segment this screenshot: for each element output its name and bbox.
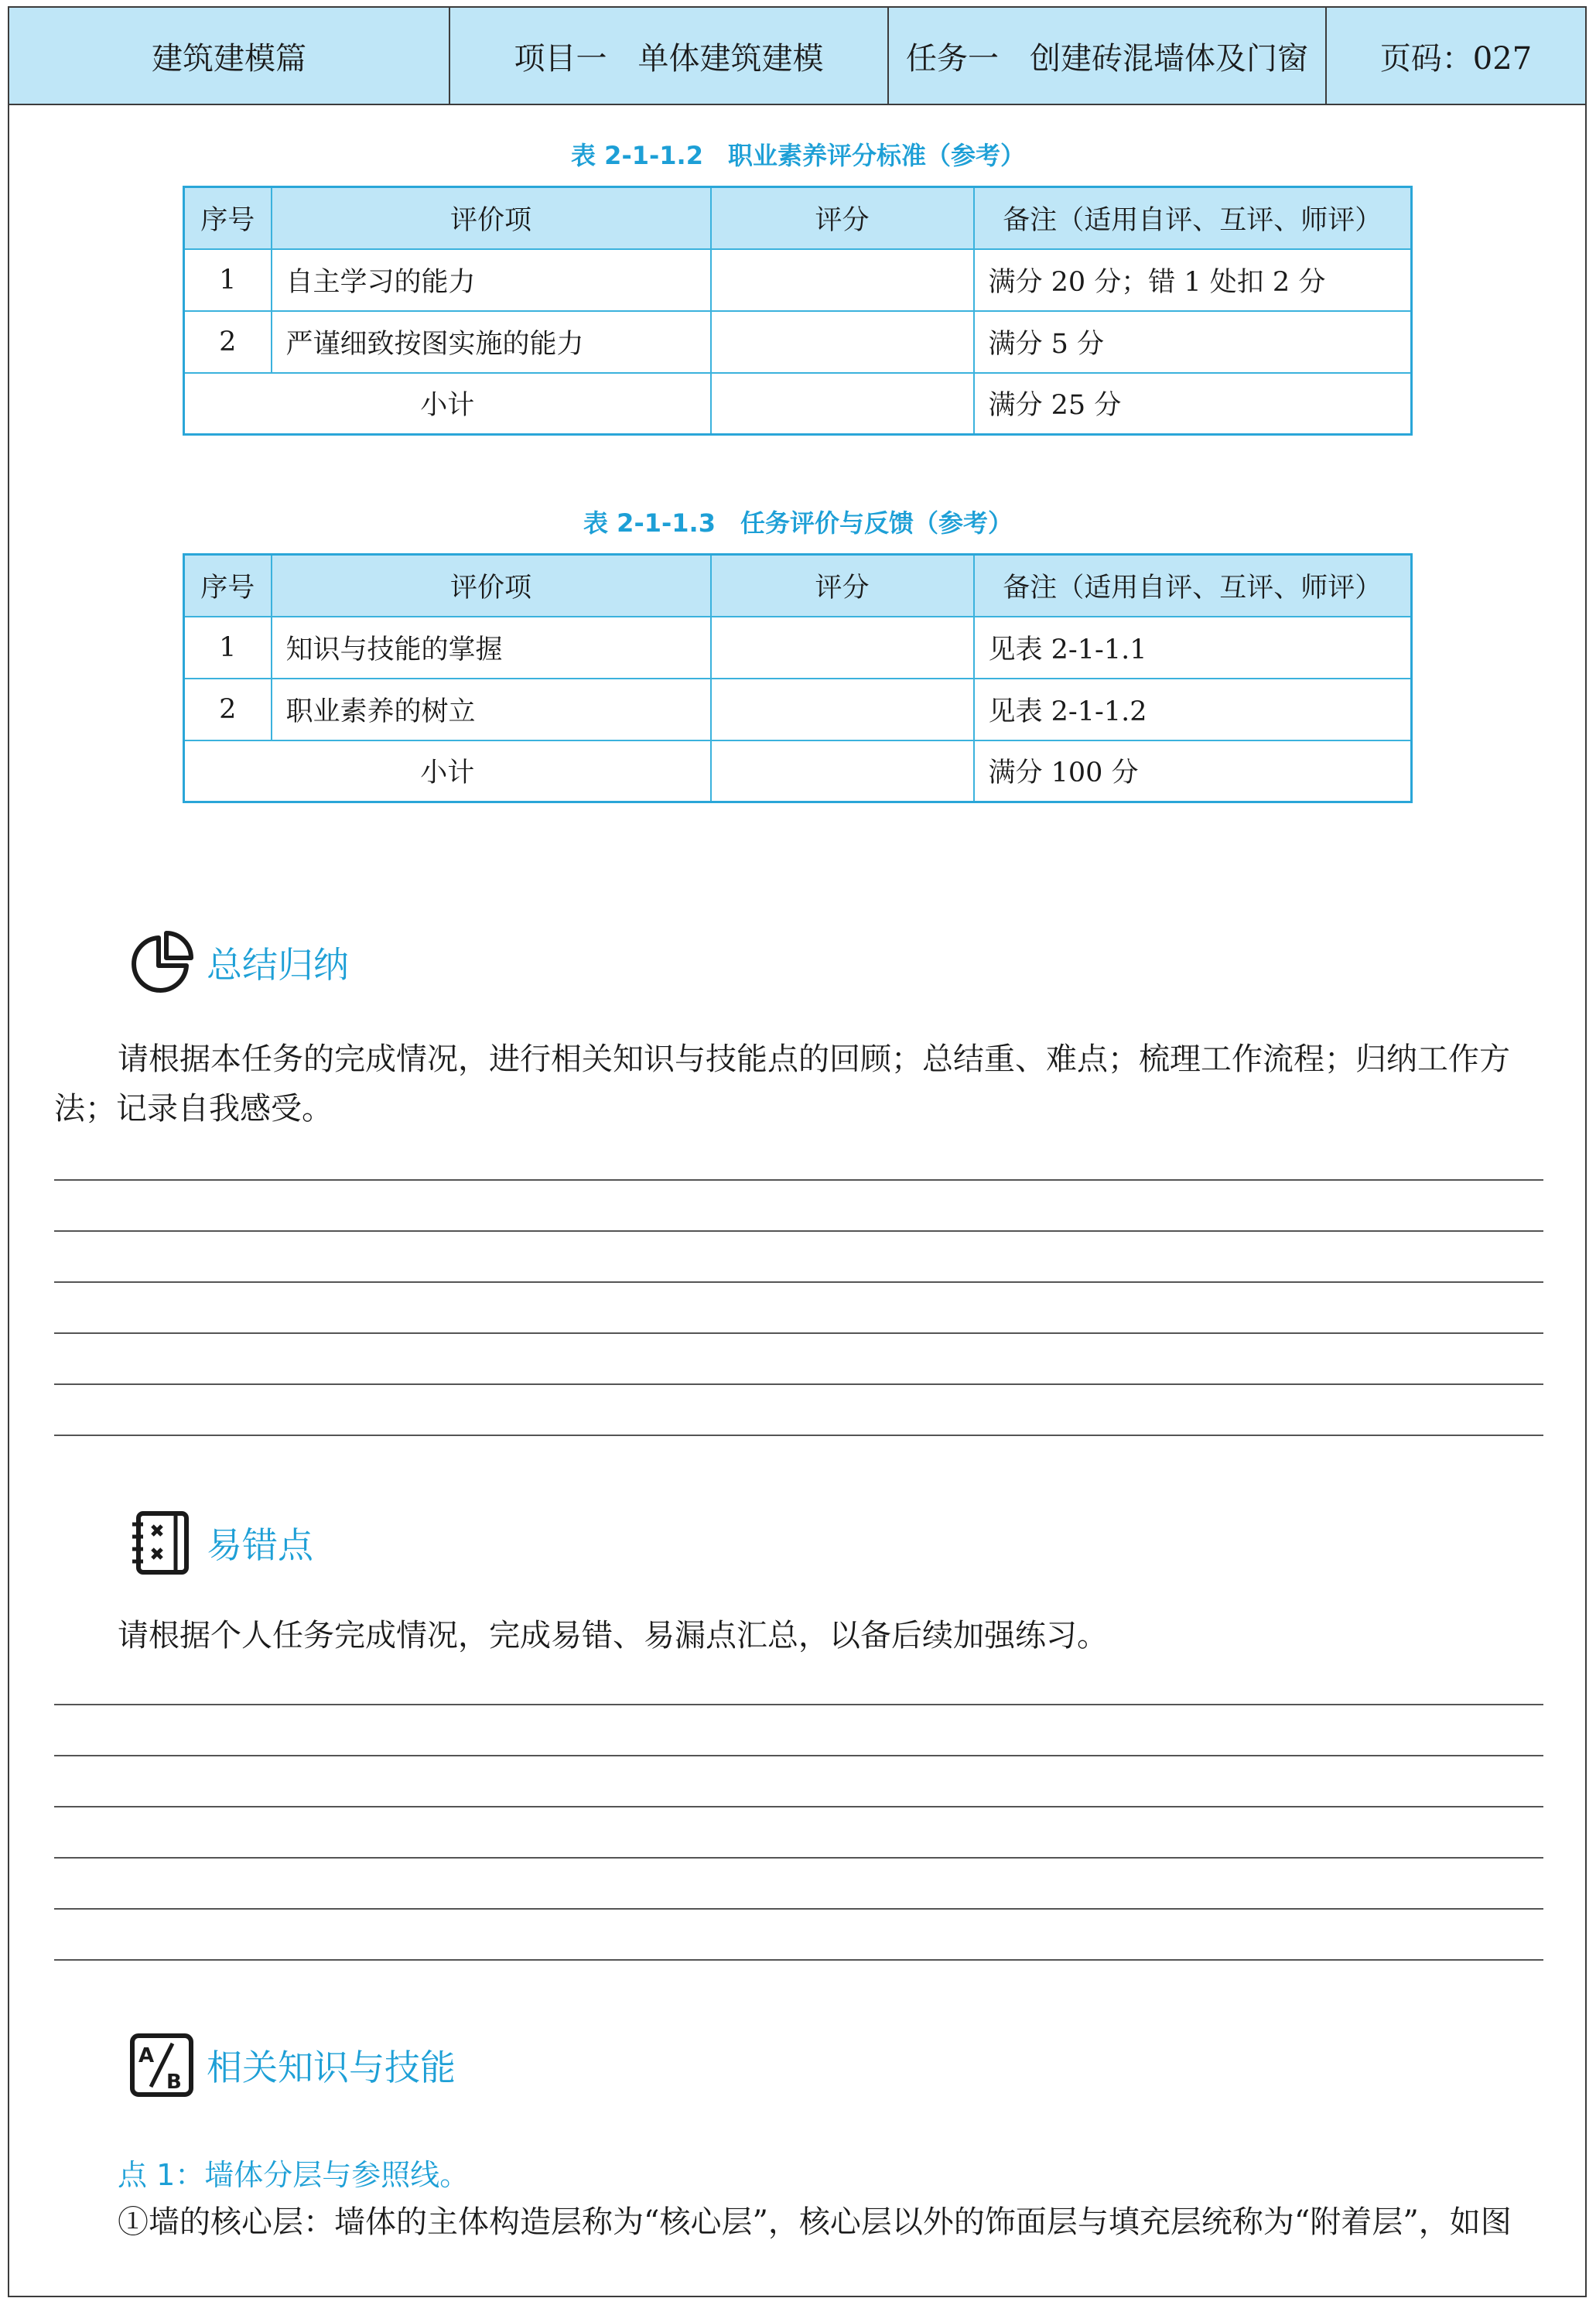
pie-chart-icon	[128, 928, 196, 997]
knowledge-heading	[128, 2031, 456, 2099]
table-row	[184, 249, 1412, 311]
col-header-score: 评分	[711, 187, 974, 249]
mistakes-title: 易错点	[207, 1524, 313, 1566]
col-header-note: 备注（适用自评、互评、师评）	[974, 187, 1412, 249]
row-no: 2	[184, 311, 272, 373]
writing-line[interactable]	[54, 1857, 1543, 1859]
table-1	[183, 186, 1413, 436]
row-score-cell[interactable]	[711, 679, 974, 740]
summary-title: 总结归纳	[207, 944, 349, 986]
col-header-note: 备注（适用自评、互评、师评）	[974, 555, 1412, 617]
writing-line[interactable]	[54, 1806, 1543, 1807]
row-item: 知识与技能的掌握	[272, 617, 711, 679]
mistakes-heading	[128, 1509, 313, 1577]
row-note: 满分 5 分	[974, 311, 1412, 373]
table-2	[183, 553, 1413, 803]
row-score-cell[interactable]	[711, 311, 974, 373]
table-header-row	[184, 555, 1412, 617]
summary-instruction: 请根据本任务的完成情况，进行相关知识与技能点的回顾；总结重、难点；梳理工作流程；归纳工作方法；记录自我感受。	[54, 1041, 1510, 1127]
col-header-no: 序号	[184, 555, 272, 617]
table-row	[184, 311, 1412, 373]
svg-text:A: A	[138, 2044, 155, 2067]
table-1-title: 表 2-1-1.2 职业素养评分标准（参考）	[571, 141, 1025, 170]
row-note: 见表 2-1-1.1	[974, 617, 1412, 679]
table-header-row	[184, 187, 1412, 249]
subtotal-note: 满分 25 分	[974, 373, 1412, 435]
subtotal-score-cell[interactable]	[711, 740, 974, 802]
row-item: 职业素养的树立	[272, 679, 711, 740]
header-project: 项目一 单体建筑建模	[450, 8, 889, 104]
row-item: 自主学习的能力	[272, 249, 711, 311]
table-subtotal-row	[184, 373, 1412, 435]
writing-line[interactable]	[54, 1755, 1543, 1756]
svg-text:B: B	[166, 2071, 182, 2094]
writing-line[interactable]	[54, 1704, 1543, 1705]
point-title: 点 1：墙体分层与参照线。	[118, 2158, 470, 2192]
subtotal-label: 小计	[184, 740, 711, 802]
writing-line[interactable]	[54, 1908, 1543, 1910]
col-header-score: 评分	[711, 555, 974, 617]
row-no: 1	[184, 617, 272, 679]
header-task: 任务一 创建砖混墙体及门窗	[889, 8, 1327, 104]
writing-line[interactable]	[54, 1383, 1543, 1385]
summary-heading	[128, 928, 349, 997]
row-note: 见表 2-1-1.2	[974, 679, 1412, 740]
writing-line[interactable]	[54, 1281, 1543, 1283]
table-row	[184, 617, 1412, 679]
col-header-item: 评价项	[272, 555, 711, 617]
table-row	[184, 679, 1412, 740]
row-score-cell[interactable]	[711, 249, 974, 311]
writing-line[interactable]	[54, 1435, 1543, 1436]
subtotal-score-cell[interactable]	[711, 373, 974, 435]
mistakes-instruction: 请根据个人任务完成情况，完成易错、易漏点汇总，以备后续加强练习。	[118, 1618, 1108, 1654]
writing-line[interactable]	[54, 1959, 1543, 1961]
knowledge-title: 相关知识与技能	[207, 2047, 456, 2088]
row-score-cell[interactable]	[711, 617, 974, 679]
writing-line[interactable]	[54, 1230, 1543, 1232]
subtotal-note: 满分 100 分	[974, 740, 1412, 802]
writing-line[interactable]	[54, 1332, 1543, 1334]
subtotal-label: 小计	[184, 373, 711, 435]
header-page-number: 页码：027	[1379, 40, 1533, 77]
ab-icon	[128, 2031, 196, 2099]
knowledge-text: ①墙的核心层：墙体的主体构造层称为“核心层”，核心层以外的饰面层与填充层统称为“附着层”，如图	[118, 2204, 1512, 2240]
row-no: 2	[184, 679, 272, 740]
notebook-icon	[128, 1509, 196, 1577]
header-book: 建筑建模篇	[9, 8, 450, 104]
writing-line[interactable]	[54, 1179, 1543, 1181]
page-header	[8, 6, 1587, 105]
row-item: 严谨细致按图实施的能力	[272, 311, 711, 373]
row-no: 1	[184, 249, 272, 311]
col-header-no: 序号	[184, 187, 272, 249]
table-subtotal-row	[184, 740, 1412, 802]
row-note: 满分 20 分；错 1 处扣 2 分	[974, 249, 1412, 311]
table-2-title: 表 2-1-1.3 任务评价与反馈（参考）	[583, 508, 1013, 538]
col-header-item: 评价项	[272, 187, 711, 249]
